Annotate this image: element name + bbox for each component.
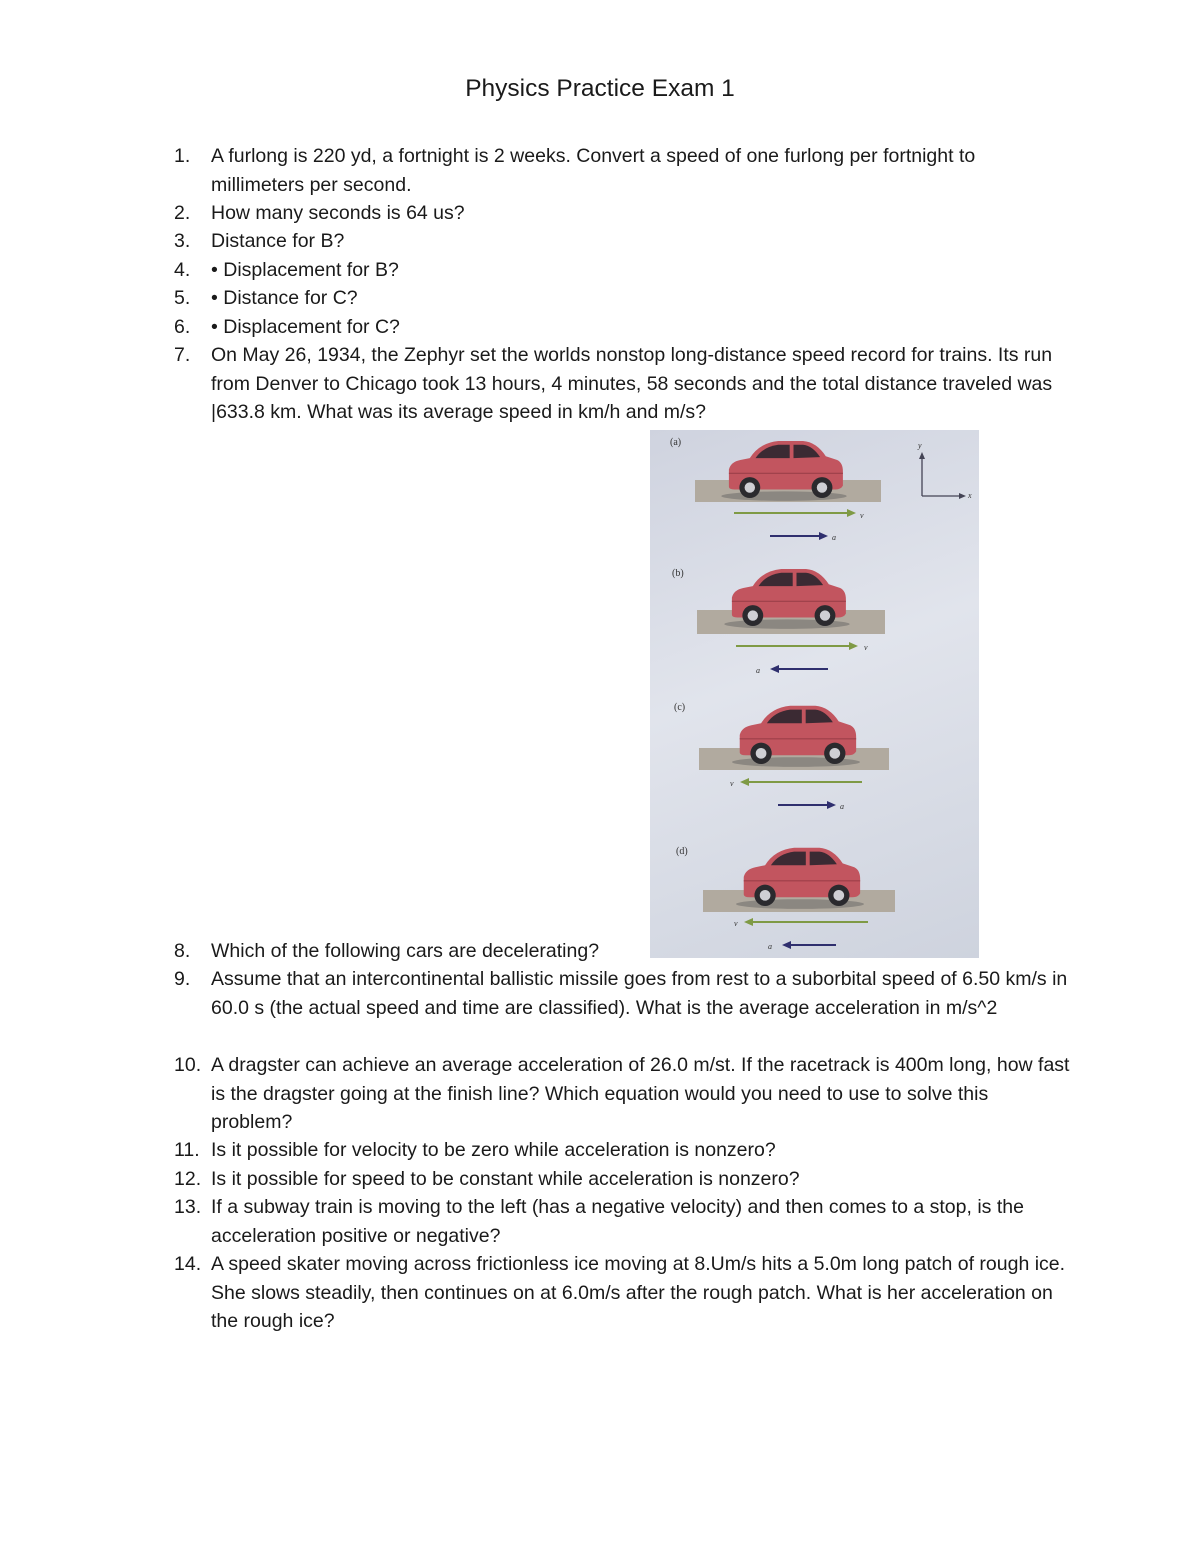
- v-label: v: [734, 919, 738, 928]
- question-number: 6.: [174, 316, 191, 338]
- panel-c: [674, 702, 889, 811]
- question-text: • Displacement for C?: [211, 316, 400, 338]
- question-text: If a subway train is moving to the left (has a negative velocity) and then comes to a stop, is the acceleration positive or negative?: [211, 1196, 1024, 1247]
- page-title: Physics Practice Exam 1: [465, 75, 735, 102]
- velocity-arrowhead: [740, 778, 749, 786]
- question-number: 13.: [174, 1196, 202, 1218]
- question-text: How many seconds is 64 us?: [211, 202, 465, 224]
- question-number: 8.: [174, 940, 191, 962]
- velocity-arrowhead: [847, 509, 856, 517]
- a-label: a: [832, 533, 836, 542]
- question-number: 2.: [174, 202, 191, 224]
- question-number: 5.: [174, 287, 191, 309]
- car-motion-figure-svg: [650, 430, 979, 958]
- velocity-arrowhead: [849, 642, 858, 650]
- question-number: 4.: [174, 259, 191, 281]
- panel-b: [672, 568, 885, 675]
- question-number: 9.: [174, 968, 191, 990]
- question-text: Is it possible for velocity to be zero while acceleration is nonzero?: [211, 1139, 776, 1161]
- question-text: Distance for B?: [211, 230, 345, 252]
- question-text: A furlong is 220 yd, a fortnight is 2 weeks. Convert a speed of one furlong per fortnight to millimeters per second.: [211, 145, 976, 196]
- v-label: v: [864, 643, 868, 652]
- question-text: Which of the following cars are decelerating?: [211, 940, 600, 962]
- question-text: • Displacement for B?: [211, 259, 399, 281]
- v-label: v: [860, 511, 864, 520]
- panel-label: (a): [670, 437, 682, 448]
- question-number: 12.: [174, 1168, 202, 1190]
- x-axis-arrowhead: [959, 493, 966, 499]
- panel-d: [676, 846, 895, 951]
- a-label: a: [768, 942, 772, 951]
- acceleration-arrowhead: [782, 941, 791, 949]
- question-text: • Distance for C?: [211, 287, 358, 309]
- question-text: Is it possible for speed to be constant while acceleration is nonzero?: [211, 1168, 800, 1190]
- panel-label: (d): [676, 846, 688, 857]
- question-number: 3.: [174, 230, 191, 252]
- question-number: 11.: [174, 1139, 200, 1161]
- panel-label: (c): [674, 702, 686, 713]
- a-label: a: [756, 666, 760, 675]
- panel-label: (b): [672, 568, 684, 579]
- panel-a: [670, 437, 972, 542]
- acceleration-arrowhead: [770, 665, 779, 673]
- question-number: 1.: [174, 145, 191, 167]
- question-text: A dragster can achieve an average acceleration of 26.0 m/st. If the racetrack is 400m long, how fast is the dragster going at the finish line? Which equation would you need to use to solve this problem?: [211, 1054, 1070, 1133]
- question-number: 14.: [174, 1253, 202, 1275]
- question-number: 7.: [174, 344, 191, 366]
- x-axis-label: x: [968, 491, 972, 500]
- acceleration-arrowhead: [819, 532, 828, 540]
- v-label: v: [730, 779, 734, 788]
- a-label: a: [840, 802, 844, 811]
- acceleration-arrowhead: [827, 801, 836, 809]
- y-axis-label: y: [918, 441, 922, 450]
- question-text: Assume that an intercontinental ballistic missile goes from rest to a suborbital speed of 6.50 km/s in 60.0 s (the actual speed and time are classified). What is the average acceleration in m/s^2: [211, 968, 1068, 1019]
- car-motion-figure: [650, 430, 979, 958]
- question-number: 10.: [174, 1054, 202, 1076]
- velocity-arrowhead: [744, 918, 753, 926]
- question-text: On May 26, 1934, the Zephyr set the worlds nonstop long-distance speed record for trains. Its run from Denver to Chicago took 13 hours, 4 minutes, 58 seconds and the total distance traveled was |633.8 km. What was its average speed in km/h and m/s?: [211, 344, 1053, 423]
- y-axis-arrowhead: [919, 452, 925, 459]
- question-text: A speed skater moving across frictionless ice moving at 8.Um/s hits a 5.0m long patch of rough ice. She slows steadily, then continues on at 6.0m/s after the rough patch. What is her acceleration on the rough ice?: [211, 1253, 1066, 1332]
